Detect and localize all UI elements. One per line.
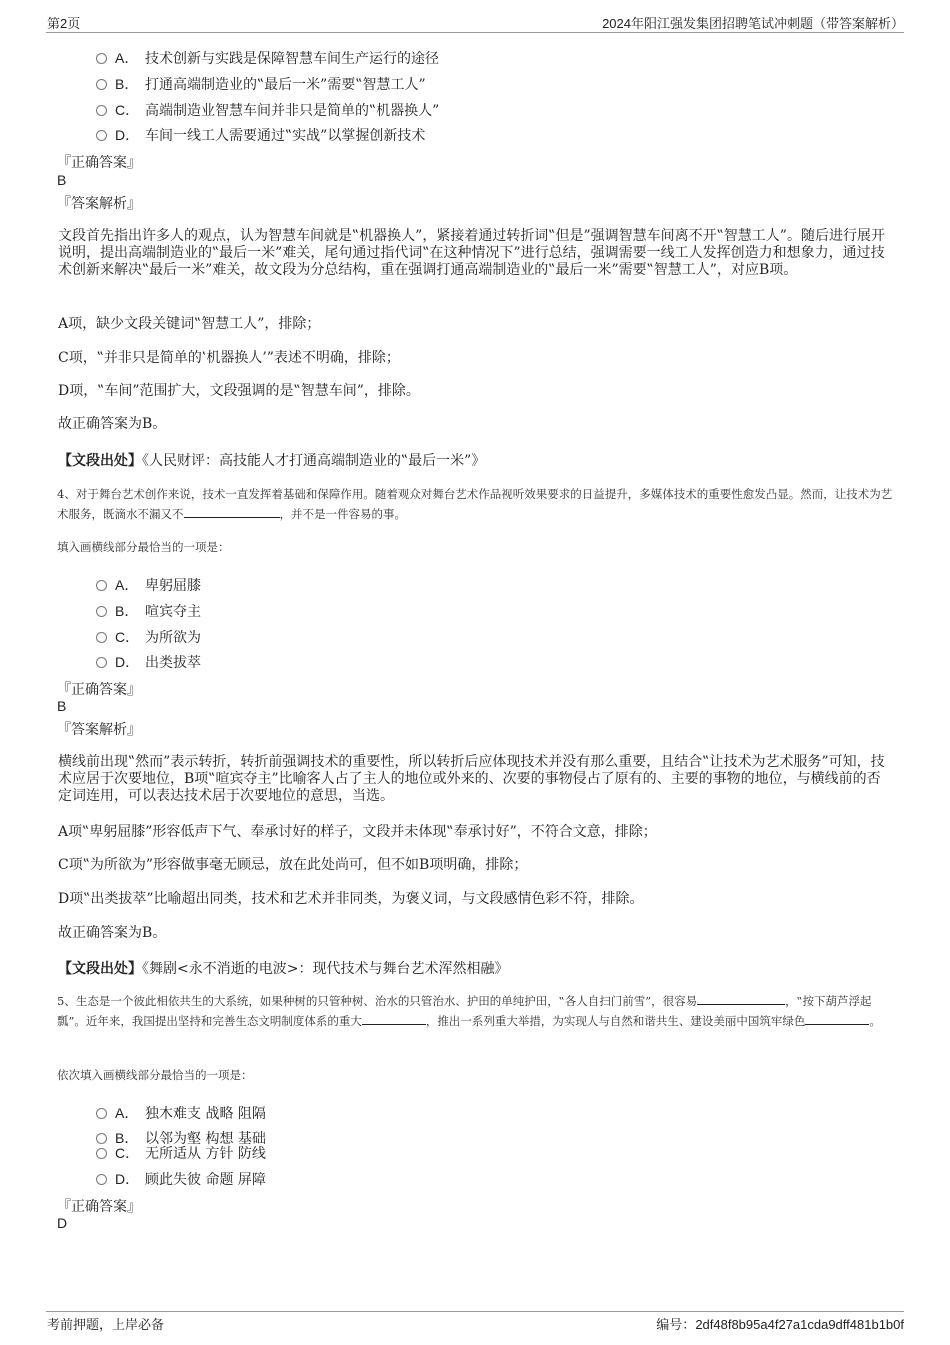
q3-source: 【文段出处】《人民财评：高技能人才打通高端制造业的‟最后一米”》 bbox=[58, 453, 486, 469]
q4-stem: 4、对于舞台艺术创作来说，技术一直发挥着基础和保障作用。随着观众对舞台艺术作品视听效果要求的日益提升，多媒体技术的重要性愈发凸显。然而，让技术为艺术服务，既滴水不漏又不 ，并不是一件容易的事。 bbox=[57, 487, 893, 521]
q3-answer-label: 『正确答案』 bbox=[57, 155, 141, 171]
q3-conclusion: 故正确答案为B。 bbox=[58, 416, 167, 432]
page-number: 第2页 bbox=[47, 16, 81, 31]
footer-divider bbox=[46, 1311, 904, 1312]
blank-line bbox=[184, 505, 280, 518]
q4-option-c[interactable]: C． 为所欲为 bbox=[96, 627, 201, 647]
q4-source: 【文段出处】《舞剧<永不消逝的电波>：现代技术与舞台艺术浑然相融》 bbox=[58, 961, 509, 977]
radio-icon[interactable] bbox=[96, 632, 107, 643]
q3-option-c[interactable]: C． 高端制造业智慧车间并非只是简单的‟机器换人” bbox=[96, 100, 439, 120]
radio-icon[interactable] bbox=[96, 130, 107, 141]
footer-code: 编号：2df48f8b95a4f27a1cda9dff481b1b0f bbox=[656, 1317, 904, 1332]
footer-slogan: 考前押题，上岸必备 bbox=[47, 1317, 165, 1332]
radio-icon[interactable] bbox=[96, 79, 107, 90]
radio-icon[interactable] bbox=[96, 105, 107, 116]
q4-answer: B bbox=[57, 698, 67, 714]
q3-option-d[interactable]: D． 车间一线工人需要通过‟实战”以掌握创新技术 bbox=[96, 125, 425, 145]
q5-option-c[interactable]: C． 无所适从 方针 防线 bbox=[96, 1143, 266, 1163]
q3-option-a[interactable]: A． 技术创新与实践是保障智慧车间生产运行的途径 bbox=[96, 48, 439, 68]
radio-icon[interactable] bbox=[96, 53, 107, 64]
blank-line bbox=[362, 1012, 426, 1025]
q3-note-d: D项，‟车间”范围扩大，文段强调的是‟智慧车间”，排除。 bbox=[58, 383, 420, 399]
q5-option-a[interactable]: A． 独木难支 战略 阻隔 bbox=[96, 1103, 266, 1123]
q4-option-a[interactable]: A． 卑躬屈膝 bbox=[96, 575, 201, 595]
q4-note-d: D项‟出类拔萃”比喻超出同类，技术和艺术并非同类，为褒义词，与文段感情色彩不符，排除。 bbox=[58, 891, 644, 907]
blank-line bbox=[697, 992, 785, 1005]
blank-line bbox=[805, 1012, 869, 1025]
radio-icon[interactable] bbox=[96, 606, 107, 617]
radio-icon[interactable] bbox=[96, 1108, 107, 1119]
q3-note-a: A项，缺少文段关键词‟智慧工人”，排除； bbox=[58, 316, 321, 332]
radio-icon[interactable] bbox=[96, 1148, 107, 1159]
q4-option-b[interactable]: B． 喧宾夺主 bbox=[96, 601, 201, 621]
radio-icon[interactable] bbox=[96, 580, 107, 591]
q5-answer: D bbox=[57, 1215, 68, 1231]
radio-icon[interactable] bbox=[96, 1174, 107, 1185]
header-divider bbox=[46, 32, 904, 33]
q3-note-c: C项，‟并非只是简单的‛机器换人’”表述不明确，排除； bbox=[58, 350, 400, 366]
q4-analysis-text: 横线前出现‟然而”表示转折，转折前强调技术的重要性，所以转折后应体现技术并没有那么重要，且结合‟让技术为艺术服务”可知，技术应居于次要地位，B项‟喧宾夺主”比喻客人占了主人的地位或外来的、次要的事物侵占了原有的、主要的事物的地位，与横线前的否定词连用，可以表达技术居于次要地位的意思，当选。 bbox=[58, 754, 885, 804]
q4-conclusion: 故正确答案为B。 bbox=[58, 925, 167, 941]
q4-instruction: 填入画横线部分最恰当的一项是： bbox=[57, 540, 230, 554]
q4-option-d[interactable]: D． 出类拔萃 bbox=[96, 652, 201, 672]
q3-analysis-label: 『答案解析』 bbox=[57, 196, 141, 212]
q5-answer-label: 『正确答案』 bbox=[57, 1199, 141, 1215]
q4-answer-label: 『正确答案』 bbox=[57, 682, 141, 698]
radio-icon[interactable] bbox=[96, 657, 107, 668]
q5-stem: 5、生态是一个彼此相依共生的大系统，如果种树的只管种树、治水的只管治水、护田的单纯护田，‟各人自扫门前雪”，很容易 ，‟按下葫芦浮起瓢”。近年来，我国提出坚持和完善生态文明制度体系的重大 ，推出一系列重大举措，为实现人与自然和谐共生、建设美丽中国筑牢绿色 。 bbox=[57, 994, 881, 1028]
q3-option-b[interactable]: B． 打通高端制造业的‟最后一米”需要‟智慧工人” bbox=[96, 74, 426, 94]
q4-note-c: C项‟为所欲为”形容做事毫无顾忌，放在此处尚可，但不如B项明确，排除； bbox=[58, 857, 528, 873]
q4-analysis-label: 『答案解析』 bbox=[57, 722, 141, 738]
q3-answer: B bbox=[57, 172, 67, 188]
q5-option-d[interactable]: D． 顾此失彼 命题 屏障 bbox=[96, 1169, 266, 1189]
q5-instruction: 依次填入画横线部分最恰当的一项是： bbox=[57, 1068, 253, 1082]
q5-option-b[interactable]: B． 以邻为壑 构想 基础 bbox=[96, 1128, 266, 1148]
q4-note-a: A项‟卑躬屈膝”形容低声下气、奉承讨好的样子，文段并未体现‟奉承讨好”，不符合文意，排除； bbox=[58, 824, 657, 840]
q3-analysis-text: 文段首先指出许多人的观点，认为智慧车间就是‟机器换人”，紧接着通过转折词‟但是”强调智慧车间离不开‟智慧工人”。随后进行展开说明，提出高端制造业的‟最后一米”难关，尾句通过指代词‟在这种情况下”进行总结，强调需要一线工人发挥创造力和想象力，通过技术创新来解决‟最后一米”难关，故文段为分总结构，重在强调打通高端制造业的‟最后一米”需要‟智慧工人”，对应B项。 bbox=[58, 228, 885, 278]
document-title: 2024年阳江强发集团招聘笔试冲刺题（带答案解析） bbox=[602, 16, 904, 31]
